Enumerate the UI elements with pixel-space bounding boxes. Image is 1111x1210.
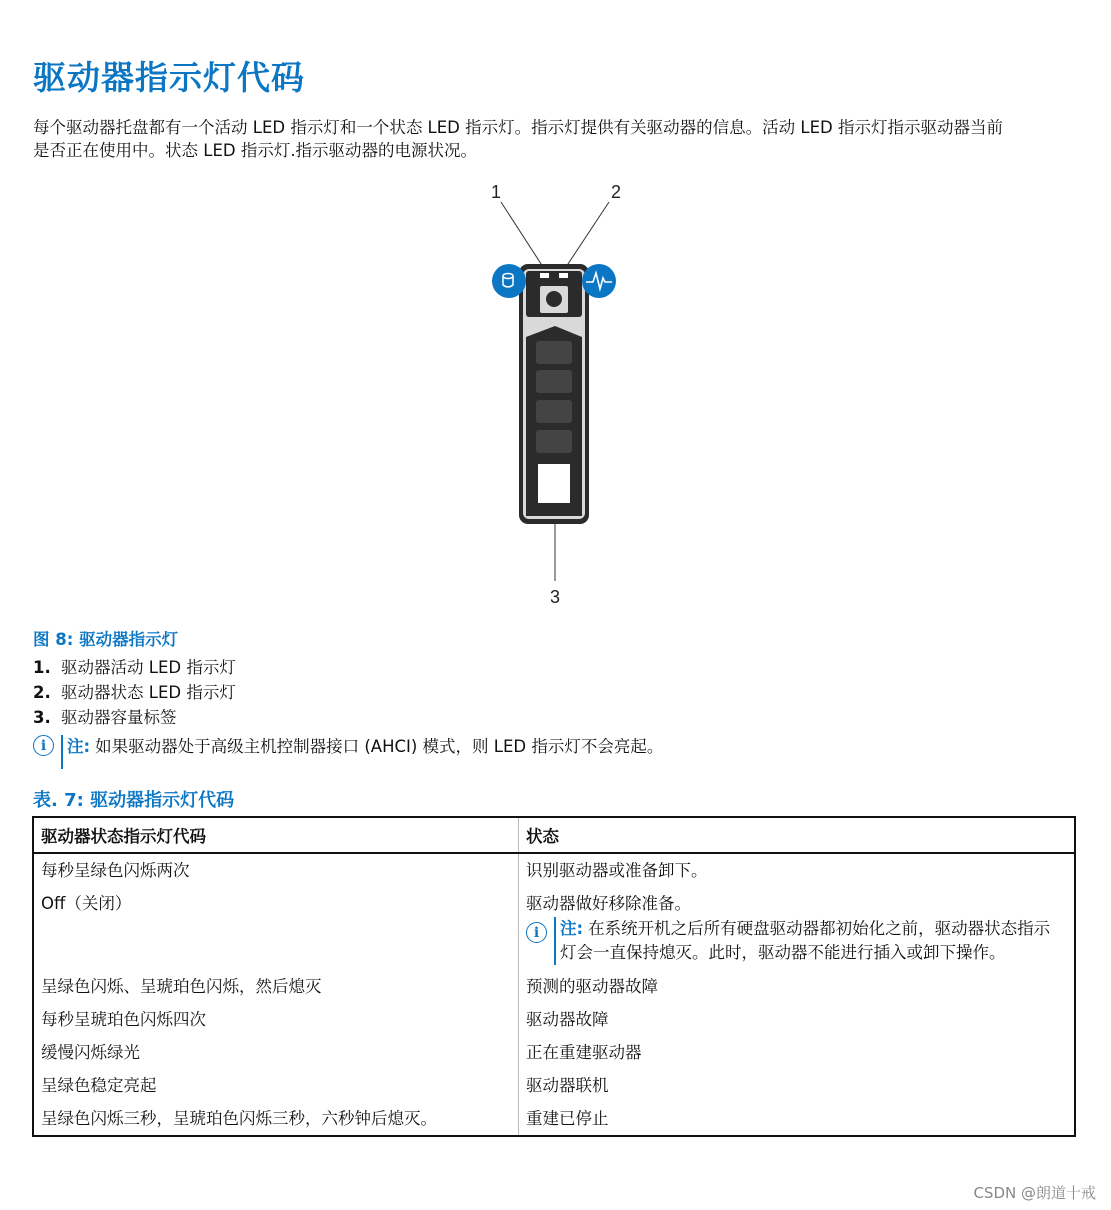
page-title: 驱动器指示灯代码: [33, 58, 305, 97]
callout-3: 3: [549, 587, 561, 607]
capacity-label: [538, 464, 570, 503]
note-divider: [61, 735, 63, 769]
drive-vent: [536, 430, 572, 453]
callout-2: 2: [610, 182, 622, 202]
table-row: [33, 1036, 1075, 1069]
cell-status: 驱动器联机: [526, 1076, 609, 1095]
legend-item: [33, 680, 236, 705]
cell-code: 每秒呈绿色闪烁两次: [33, 853, 519, 887]
drive-vent: [536, 400, 572, 423]
note-body: 如果驱动器处于高级主机控制器接口 (AHCI) 模式，则 LED 指示灯不会亮起。: [95, 737, 664, 756]
cell-status: 识别驱动器或准备卸下。: [526, 861, 708, 880]
callout-1: 1: [490, 182, 502, 202]
intro-line: 每个驱动器托盘都有一个活动 LED 指示灯和一个状态 LED 指示灯。指示灯提供有关驱动器的信息。活动 LED 指示灯指示驱动器当前: [33, 118, 1003, 137]
table-row: [33, 1003, 1075, 1036]
info-icon: i: [33, 735, 54, 756]
cell-code: 呈绿色闪烁、呈琥珀色闪烁，然后熄灭: [33, 970, 519, 1003]
legend-number: 2.: [33, 683, 51, 702]
legend-text: 驱动器活动 LED 指示灯: [61, 658, 236, 677]
legend-item: [33, 655, 236, 680]
note-text: [67, 735, 663, 759]
cell-status: 预测的驱动器故障: [526, 977, 658, 996]
legend-number: 3.: [33, 708, 51, 727]
table-row: [33, 853, 1075, 887]
leader-line-2: [564, 202, 609, 270]
note-label: 注:: [67, 737, 91, 756]
activity-led: [540, 273, 549, 278]
info-icon: i: [526, 922, 547, 943]
cell-code: 每秒呈琥珀色闪烁四次: [33, 1003, 519, 1036]
note-divider: [554, 917, 556, 965]
figure-legend: [33, 655, 236, 730]
legend-number: 1.: [33, 658, 51, 677]
column-header-status: 状态: [519, 817, 1076, 853]
drive-vent: [536, 341, 572, 364]
release-button-dot: [546, 291, 562, 307]
drive-led-figure: [470, 178, 640, 610]
column-header-code: 驱动器状态指示灯代码: [33, 817, 519, 853]
legend-item: [33, 705, 236, 730]
intro-line: 是否正在使用中。状态 LED 指示灯.指示驱动器的电源状况。: [33, 141, 478, 160]
cell-status: 正在重建驱动器: [526, 1043, 642, 1062]
cell-code: 呈绿色稳定亮起: [33, 1069, 519, 1102]
note-body: 在系统开机之后所有硬盘驱动器都初始化之前，驱动器状态指示灯会一直保持熄灭。此时，驱动器不能进行插入或卸下操作。: [560, 919, 1051, 962]
cell-status: 驱动器故障: [526, 1010, 609, 1029]
note-text: [560, 917, 1060, 965]
ahci-note: [33, 735, 663, 769]
drive-status-icon: [582, 264, 616, 298]
legend-text: 驱动器容量标签: [61, 708, 177, 727]
legend-text: 驱动器状态 LED 指示灯: [61, 683, 236, 702]
cell-status-text: 驱动器做好移除准备。: [526, 894, 691, 913]
drive-activity-icon: [492, 264, 526, 298]
table-note: [526, 917, 1067, 965]
table-row: [33, 887, 1075, 970]
cell-status: 重建已停止: [526, 1109, 609, 1128]
cell-code: 呈绿色闪烁三秒，呈琥珀色闪烁三秒，六秒钟后熄灭。: [33, 1102, 519, 1136]
table-row: [33, 1102, 1075, 1136]
leader-line-1: [501, 202, 545, 270]
table-row: [33, 970, 1075, 1003]
figure-caption: 图 8: 驱动器指示灯: [33, 630, 179, 649]
table-title: 表. 7: 驱动器指示灯代码: [33, 790, 235, 811]
cell-code: 缓慢闪烁绿光: [33, 1036, 519, 1069]
watermark-footer: CSDN @朗道十戒: [973, 1184, 1096, 1202]
table-row: [33, 1069, 1075, 1102]
cell-code: Off（关闭）: [33, 887, 519, 970]
status-led: [559, 273, 568, 278]
intro-paragraph: [33, 116, 1083, 162]
led-code-table: [32, 816, 1076, 1137]
cell-status: [519, 887, 1076, 970]
table-header-row: [33, 817, 1075, 853]
drive-vent: [536, 370, 572, 393]
note-label: 注:: [560, 919, 584, 938]
